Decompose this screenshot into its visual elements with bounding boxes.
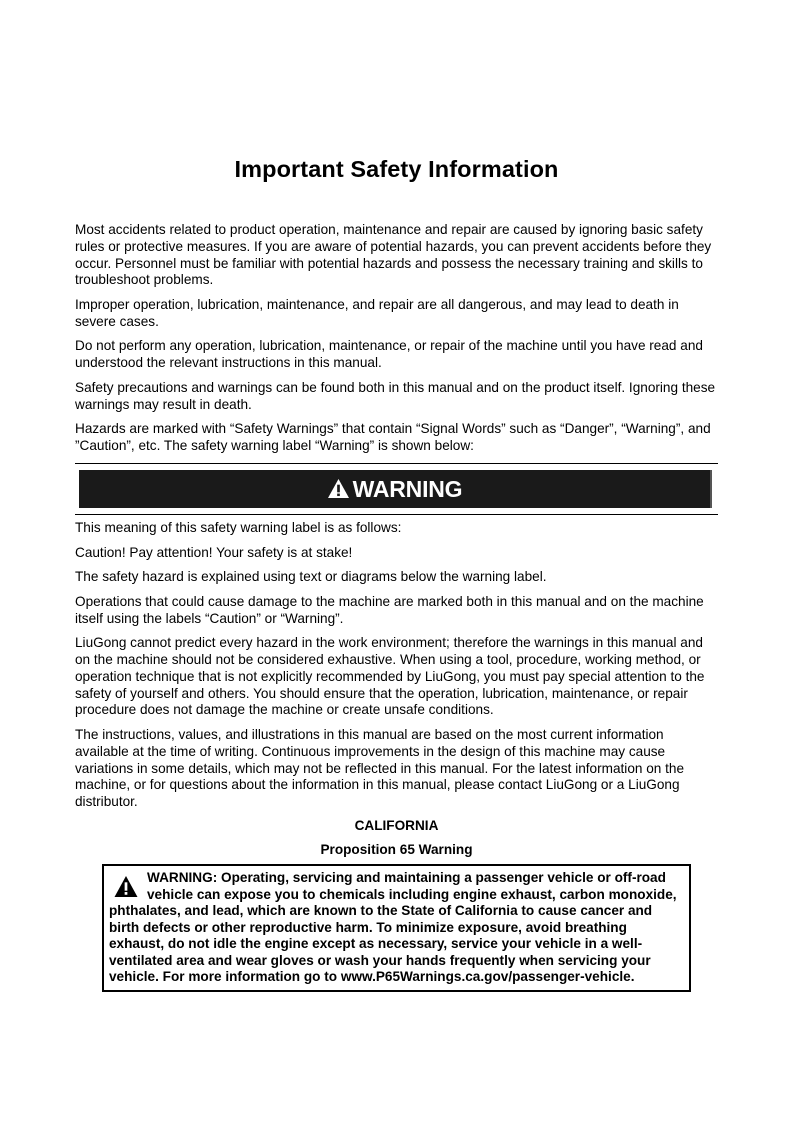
prop65-warning-text: WARNING: Operating, servicing and maintaining a passenger vehicle or off-road vehicle can expose you to chemicals including engine exhaust, carbon monoxide, phthalates, and lead, which are known to the State of California to cause cancer and birth defects or other reproductive harm. To minimize exposure, avoid breathing exhaust, do not idle the engine except as necessary, service your vehicle in a well-ventilated area and wear gloves or wash your hands frequently when servicing your vehicle. For more information go to www.P65Warnings.ca.gov/passenger-vehicle. [109,870,677,984]
intro-paragraph: Hazards are marked with “Safety Warnings” that contain “Signal Words” such as “Danger”, “Warning”, and ”Caution”, etc. The safety warning label “Warning” is shown below: [75,421,711,453]
divider-bottom [75,514,718,515]
divider-top [75,463,718,464]
body-paragraph: The safety hazard is explained using text or diagrams below the warning label. [75,569,547,585]
warning-label [79,470,712,508]
intro-paragraph: Most accidents related to product operation, maintenance and repair are caused by ignoring basic safety rules or protective measures. If you are aware of potential hazards, you can prevent accidents before they occur. Personnel must be familiar with potential hazards and possess the necessary training and skills to troubleshoot problems. [75,222,712,288]
intro-paragraph: Do not perform any operation, lubrication, maintenance, or repair of the machine until you have read and understood the relevant instructions in this manual. [75,338,703,371]
explanation-section [75,520,720,819]
intro-paragraph: Improper operation, lubrication, maintenance, and repair are all dangerous, and may lead to death in severe cases. [75,296,679,329]
warning-signal-word: WARNING [352,475,463,502]
body-paragraph: Caution! Pay attention! Your safety is at stake! [75,544,353,560]
body-paragraph: Operations that could cause damage to the machine are marked both in this manual and on the machine itself using the labels “Caution” or “Warning”. [75,593,704,626]
prop65-warning-box [102,864,691,992]
page-title: Important Safety Information [234,156,559,182]
prop65-heading: Proposition 65 Warning [320,842,473,857]
intro-paragraph: Safety precautions and warnings can be found both in this manual and on the product itself. Ignoring these warnings may result in death. [75,379,716,412]
intro-section [75,222,720,463]
body-paragraph: LiuGong cannot predict every hazard in the work environment; therefore the warnings in this manual and on the machine should not be considered exhaustive. When using a tool, procedure, working method, or operation technique that is not explicitly recommended by LiuGong, you must pay special attention to the safety of yourself and others. You should ensure that the operation, lubrication, maintenance, or repair procedure does not damage the machine or create unsafe conditions. [75,635,705,718]
warning-triangle-icon [327,478,350,499]
body-paragraph: The instructions, values, and illustrations in this manual are based on the most current information available at the time of writing. Continuous improvements in the design of this machine may cause variations in some details, which may not be reflected in this manual. For the latest information on the machine, or for questions about the information in this manual, please contact LiuGong or a LiuGong distributor. [75,726,685,810]
body-paragraph: This meaning of this safety warning label is as follows: [75,520,402,535]
california-heading: CALIFORNIA [354,818,439,833]
warning-triangle-icon [113,875,139,898]
